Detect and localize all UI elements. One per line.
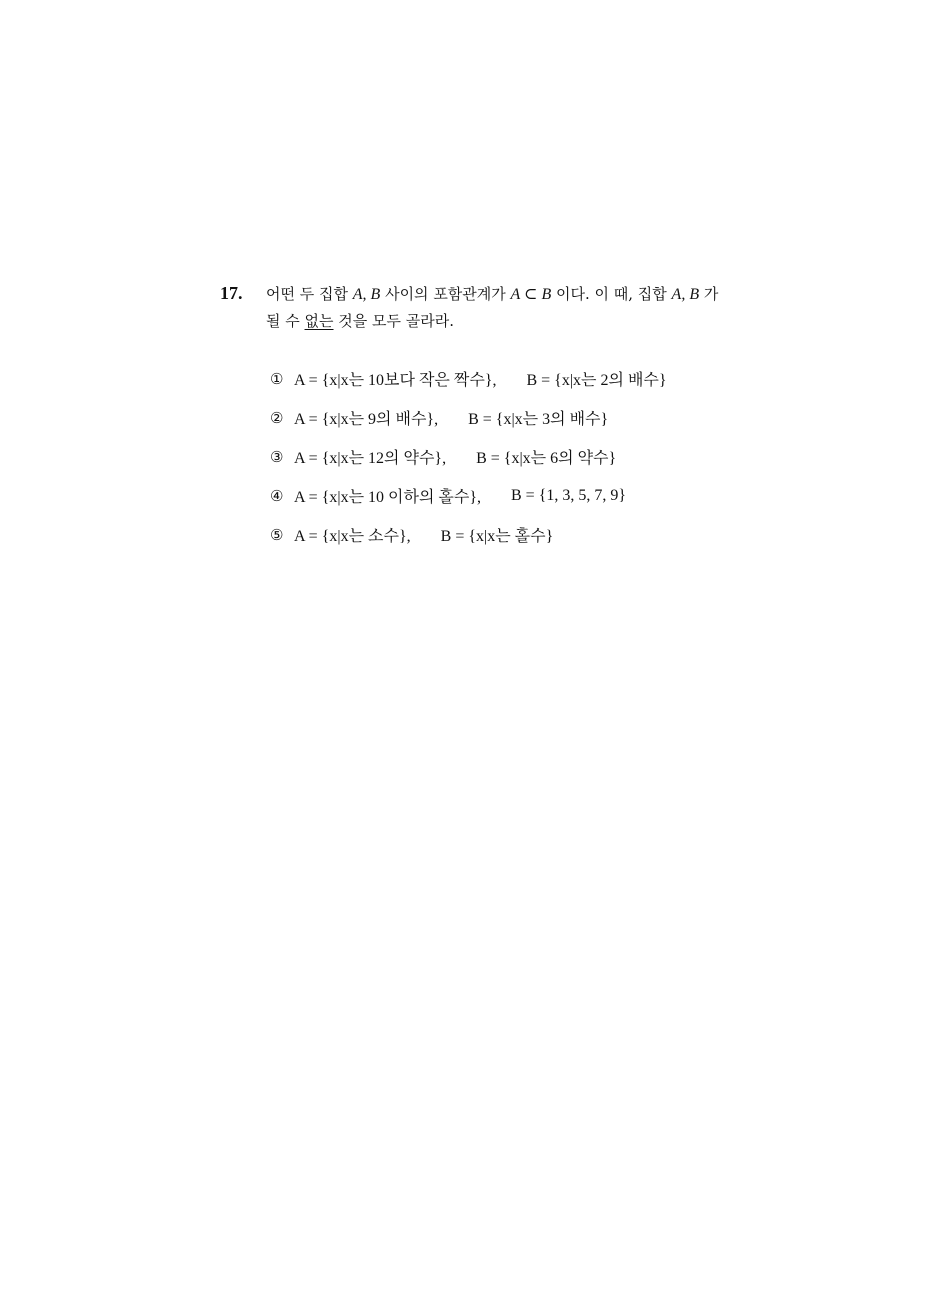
choice-number: ④ <box>270 486 284 505</box>
question-text <box>266 281 760 335</box>
question-text-part: 가 <box>699 285 719 303</box>
choice-set-a: A = {x|x는 12의 약수}, <box>294 450 447 467</box>
choice-set-b: B = {x|x는 3의 배수} <box>468 411 609 428</box>
choice-set-a: A = {x|x는 10 이하의 홀수}, <box>294 489 481 506</box>
choice-number: ① <box>270 369 284 388</box>
choice-number: ⑤ <box>270 525 284 544</box>
choice-4[interactable] <box>270 476 740 515</box>
choice-set-b: B = {1, 3, 5, 7, 9} <box>511 486 627 504</box>
question-text-part: 될 수 <box>266 312 305 330</box>
choice-set-b: B = {x|x는 2의 배수} <box>526 372 667 389</box>
choice-number: ③ <box>270 447 284 466</box>
answer-choices <box>270 359 740 554</box>
choice-3[interactable] <box>270 437 740 476</box>
subset-relation: A ⊂ B <box>510 286 552 303</box>
choice-set-a: A = {x|x는 9의 배수}, <box>294 411 439 428</box>
question-line-2 <box>266 308 760 335</box>
question-text-part: 어떤 두 집합 <box>266 285 353 303</box>
question-text-part: 사이의 포함관계가 <box>380 285 511 303</box>
question-line-1 <box>266 281 760 308</box>
set-names: A, B <box>352 286 381 303</box>
choice-2[interactable] <box>270 398 740 437</box>
question-number: 17. <box>220 283 243 303</box>
question-text-part: 것을 모두 골라라. <box>333 312 455 330</box>
choice-set-b: B = {x|x는 6의 약수} <box>476 450 617 467</box>
set-names: A, B <box>671 286 700 303</box>
choice-5[interactable] <box>270 515 740 554</box>
underlined-word: 없는 <box>304 312 334 330</box>
choice-set-a: A = {x|x는 10보다 작은 짝수}, <box>294 372 497 389</box>
choice-number: ② <box>270 408 284 427</box>
choice-set-a: A = {x|x는 소수}, <box>294 528 411 545</box>
choice-set-b: B = {x|x는 홀수} <box>440 528 554 545</box>
choice-1[interactable] <box>270 359 740 398</box>
question-text-part: 이다. 이 때, 집합 <box>551 285 672 303</box>
